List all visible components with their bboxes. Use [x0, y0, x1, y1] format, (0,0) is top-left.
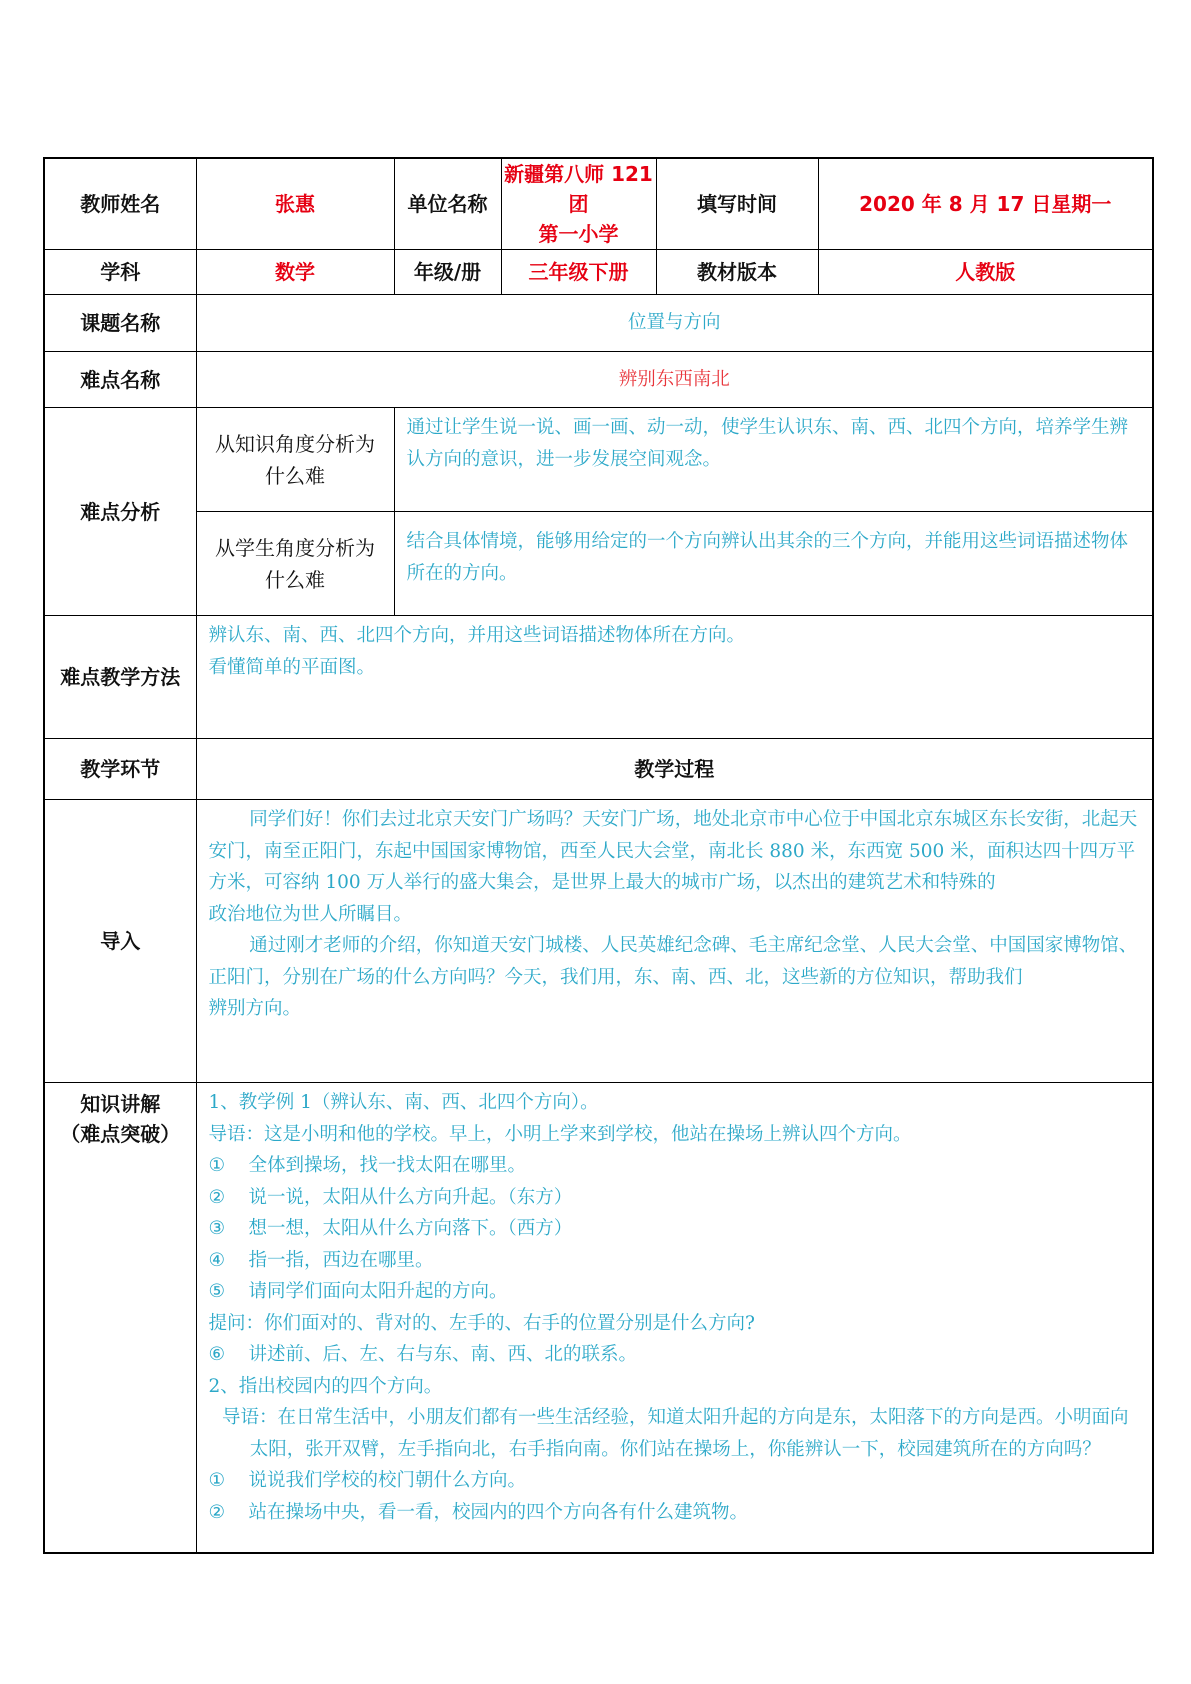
- subject-value: 数学: [196, 250, 394, 295]
- knowledge-line-1: 1、教学例 1（辨认东、南、西、北四个方向）。: [208, 1092, 599, 1113]
- task-2: [209, 1497, 1143, 1529]
- step-2-num: ②: [208, 1186, 226, 1208]
- intro-para-1: 同学们好！你们去过北京天安门广场吗？天安门广场，地处北京市中心位于中国北京东城区东长安街，北起天安门，南至正阳门，东起中国国家博物馆，西至人民大会堂，南北长 880 米，东西宽 500 米，面积达四十四万平方米，可容纳 100 万人举行的盛大集会，是世界上最大的城市广场，以杰出的建筑艺术和特殊的: [208, 809, 1138, 893]
- date-value: 2020 年 8 月 17 日星期一: [818, 158, 1153, 250]
- student-angle-text: 结合具体情境，能够用给定的一个方向辨认出其余的三个方向，并能用这些词语描述物体所在的方向。: [394, 512, 1153, 616]
- stage-header: 教学环节: [44, 739, 196, 800]
- unit-value-line1: 新疆第八师 121 团: [504, 162, 653, 216]
- knowledge-label: [44, 1083, 196, 1553]
- intro-label: 导入: [44, 800, 196, 1083]
- date-label: 填写时间: [656, 158, 818, 250]
- method-line-1: 辨认东、南、西、北四个方向，并用这些词语描述物体所在方向。: [208, 625, 746, 646]
- intro-text: [196, 800, 1153, 1083]
- step-6: [209, 1339, 1143, 1371]
- teacher-name-value: 张惠: [196, 158, 394, 250]
- step-6-num: ⑥: [208, 1344, 226, 1365]
- step-4: [209, 1245, 1143, 1277]
- teacher-name-label: 教师姓名: [44, 158, 196, 250]
- step-5: [209, 1276, 1143, 1308]
- intro-para-2-cont: 辨别方向。: [208, 998, 302, 1019]
- step-3-num: ③: [208, 1218, 226, 1239]
- step-6-text: 讲述前、后、左、右与东、南、西、北的联系。: [248, 1344, 638, 1365]
- step-1: [209, 1150, 1143, 1182]
- edition-label: 教材版本: [656, 250, 818, 295]
- task-2-text: 站在操场中央，看一看，校园内的四个方向各有什么建筑物。: [248, 1501, 749, 1523]
- analysis-label: 难点分析: [44, 408, 196, 616]
- knowledge-angle-text: 通过让学生说一说、画一画、动一动，使学生认识东、南、西、北四个方向，培养学生辨认方向的意识，进一步发展空间观念。: [394, 408, 1153, 512]
- method-text: [196, 616, 1153, 739]
- step-1-text: 全体到操场，找一找太阳在哪里。: [248, 1155, 527, 1176]
- grade-label: 年级/册: [394, 250, 501, 295]
- topic-value: 位置与方向: [196, 295, 1153, 352]
- difficulty-value: 辨别东西南北: [196, 352, 1153, 408]
- difficulty-label: 难点名称: [44, 352, 196, 408]
- intro-para-1-cont: 政治地位为世人所瞩目。: [208, 903, 413, 925]
- knowledge-text: [196, 1083, 1153, 1553]
- step-1-num: ①: [208, 1155, 226, 1176]
- step-2-text: 说一说，太阳从什么方向升起。（东方）: [248, 1186, 573, 1208]
- knowledge-label-line2: （难点突破）: [60, 1122, 181, 1146]
- knowledge-label-line1: 知识讲解: [80, 1092, 161, 1116]
- subject-label: 学科: [44, 250, 196, 295]
- knowledge-angle-label: 从知识角度分析为什么难: [196, 408, 394, 512]
- unit-label: 单位名称: [394, 158, 501, 250]
- step-4-text: 指一指，西边在哪里。: [248, 1249, 434, 1271]
- method-label: 难点教学方法: [44, 616, 196, 739]
- unit-value-line2: 第一小学: [538, 222, 619, 246]
- knowledge-line-2: 导语：这是小明和他的学校。早上，小明上学来到学校，他站在操场上辨认四个方向。: [208, 1123, 912, 1145]
- grade-value: 三年级下册: [501, 250, 656, 295]
- process-header: 教学过程: [196, 739, 1153, 800]
- task-1-num: ①: [208, 1470, 226, 1491]
- knowledge-line-4: 2、指出校园内的四个方向。: [208, 1375, 443, 1397]
- task-1: [209, 1465, 1143, 1497]
- knowledge-line-3: 提问：你们面对的、背对的、左手的、右手的位置分别是什么方向?: [208, 1312, 755, 1334]
- student-angle-label: 从学生角度分析为什么难: [196, 512, 394, 616]
- edition-value: 人教版: [818, 250, 1153, 295]
- intro-para-2: 通过刚才老师的介绍，你知道天安门城楼、人民英雄纪念碑、毛主席纪念堂、人民大会堂、中国国家博物馆、正阳门，分别在广场的什么方向吗？今天，我们用，东、南、西、北，这些新的方位知识，帮助我们: [208, 935, 1138, 988]
- task-2-num: ②: [208, 1501, 226, 1523]
- step-4-num: ④: [208, 1249, 226, 1271]
- topic-label: 课题名称: [44, 295, 196, 352]
- step-5-num: ⑤: [208, 1281, 226, 1302]
- step-3-text: 想一想，太阳从什么方向落下。（西方）: [248, 1218, 573, 1239]
- method-line-2: 看懂简单的平面图。: [208, 656, 376, 678]
- task-1-text: 说说我们学校的校门朝什么方向。: [248, 1470, 527, 1491]
- unit-value: [501, 158, 656, 250]
- step-5-text: 请同学们面向太阳升起的方向。: [248, 1281, 508, 1302]
- lesson-plan-table: [43, 157, 1154, 1554]
- knowledge-line-5: 导语：在日常生活中，小朋友们都有一些生活经验，知道太阳升起的方向是东，太阳落下的方向是西。小明面向太阳，张开双臂，左手指向北，右手指向南。你们站在操场上，你能辨认一下，校园建筑所在的方向吗？: [221, 1407, 1129, 1460]
- step-2: [209, 1182, 1143, 1214]
- step-3: [209, 1213, 1143, 1245]
